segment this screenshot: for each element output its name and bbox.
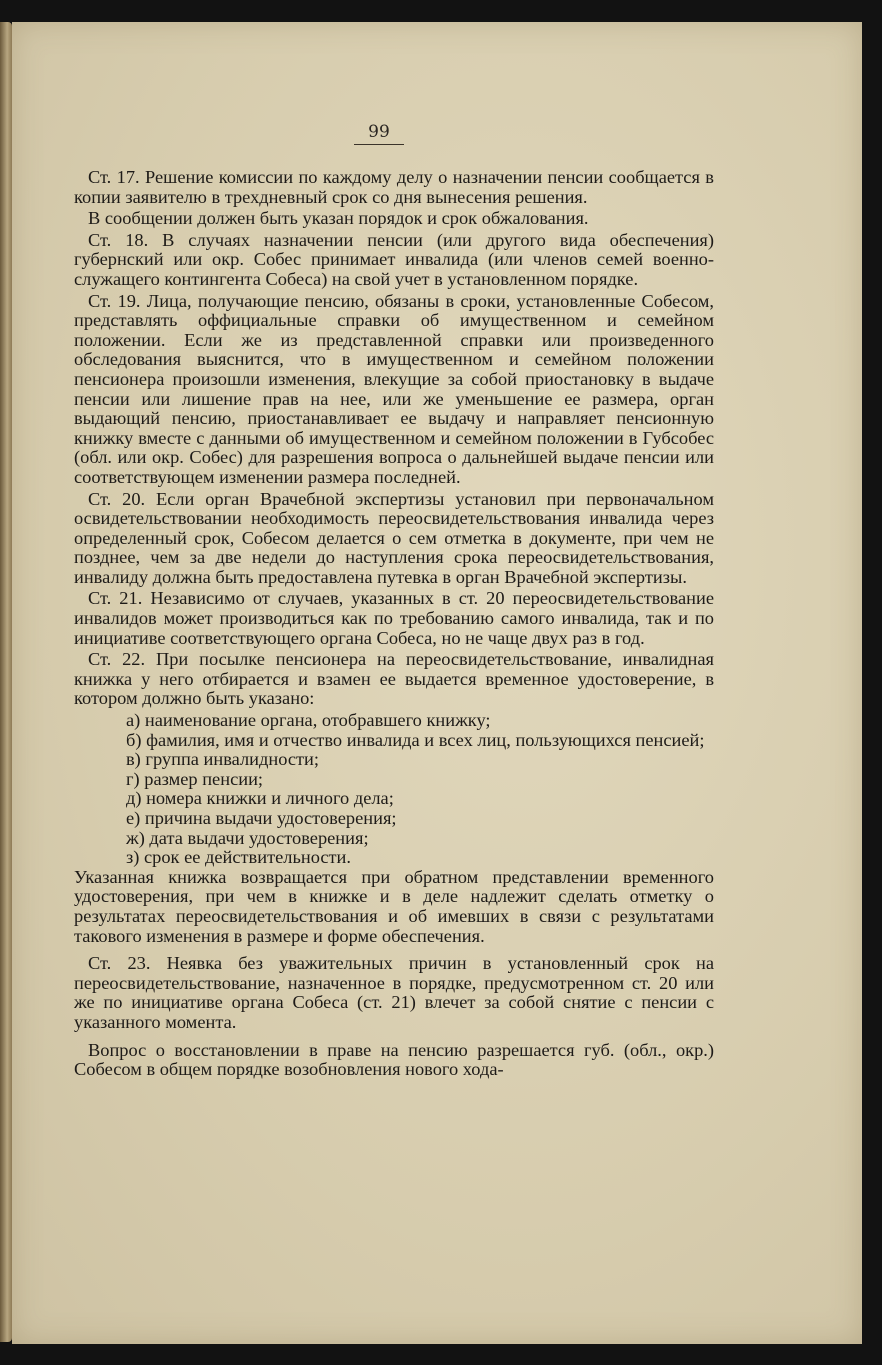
article-23-restoration-note: Вопрос о восстановлении в праве на пенсию разрешается губ. (обл., окр.) Собесом в общем порядке возобновления нового хода- (74, 1039, 714, 1080)
article-17-appeal-note: В сообщении должен быть указан порядок и срок обжалования. (88, 208, 589, 229)
page-number: 99 (354, 122, 404, 145)
list-item: е) причина выдачи удостоверения; (126, 808, 397, 828)
adjacent-page-edge (0, 22, 12, 1342)
article-18: Ст. 18. В случаях назначении пенсии (или другого вида обеспечения) губернский или окр. Собес принимает инвалида (или членов семей военно-служащего контингента Собеса) на свой учет в установленном порядке. (74, 229, 714, 289)
list-item: ж) дата выдачи удостоверения; (126, 827, 369, 848)
article-23: Ст. 23. Неявка без уважительных причин в установленный срок на переосвидетельствование, назначенное в порядке, предусмотренном ст. 20 или же по инициативе органа Собеса (ст. 21) влечет за собой снятие с пенсии с указанного момента. (74, 953, 714, 1032)
page-sheet (12, 22, 862, 1344)
article-19: Ст. 19. Лица, получающие пенсию, обязаны в сроки, установленные Собесом, представлять оффициальные справки об имущественном и семейном положении. Если же из представленной справки или произведенного обследования выяснится, что в имущественном и семейном положении пенсионера произошли изменения, влекущие за собой приостановку в выдаче пенсии или лишение прав на нее, или же уменьшение ее размера, орган выдающий пенсию, приостанавливает ее выдачу и направляет пенсионную книжку вместе с данными об имущественном и семейном положении в Губсобес (обл. или окр. Собес) для разрешения вопроса о дальнейшей выдаче пенсии или соответствующем изменении размера последней. (74, 290, 714, 487)
list-item: в) группа инвалидности; (126, 749, 320, 770)
article-17: Ст. 17. Решение комиссии по каждому делу о назначении пенсии сообщается в копии заявителю в трехдневный срок со дня вынесения решения. (74, 167, 714, 207)
article-20: Ст. 20. Если орган Врачебной экспертизы установил при первоначальном освидетельствовании необходимость переосвидетельствования инвалида через определенный срок, Собесом делается о сем отметка в документе, при чем не позднее, чем за две недели до наступления срока переосвидетельствования, инвалиду должна быть предоставлена путевка в орган Врачебной экспертизы. (74, 488, 714, 587)
list-item: г) размер пенсии; (126, 768, 264, 789)
article-21: Ст. 21. Независимо от случаев, указанных в ст. 20 переосвидетельствование инвалидов может производиться как по требованию самого инвалида, так и по инициативе соответствующего органа Собеса, но не чаще двух раз в год. (74, 588, 714, 648)
certificate-contents-list (126, 711, 714, 868)
list-item: б) фамилия, имя и отчество инвалида и всех лиц, пользующихся пенсией; (126, 729, 705, 750)
list-item: з) срок ее действительности. (126, 847, 351, 868)
article-22: Ст. 22. При посылке пенсионера на переосвидетельствование, инвалидная книжка у него отбирается и взамен ее выдается временное удостоверение, в котором должно быть указано: (74, 649, 714, 709)
page-body (74, 168, 714, 1082)
list-item: а) наименование органа, отобравшего книжку; (126, 710, 491, 731)
list-item: д) номера книжки и личного дела; (126, 788, 394, 809)
article-22-return-note: Указанная книжка возвращается при обратном представлении временного удостоверения, при чем в книжке и в деле надлежит сделать отметку о результатах переосвидетельствования и об имевших в связи с результатами такового изменения в размере и форме обеспечения. (74, 866, 714, 946)
